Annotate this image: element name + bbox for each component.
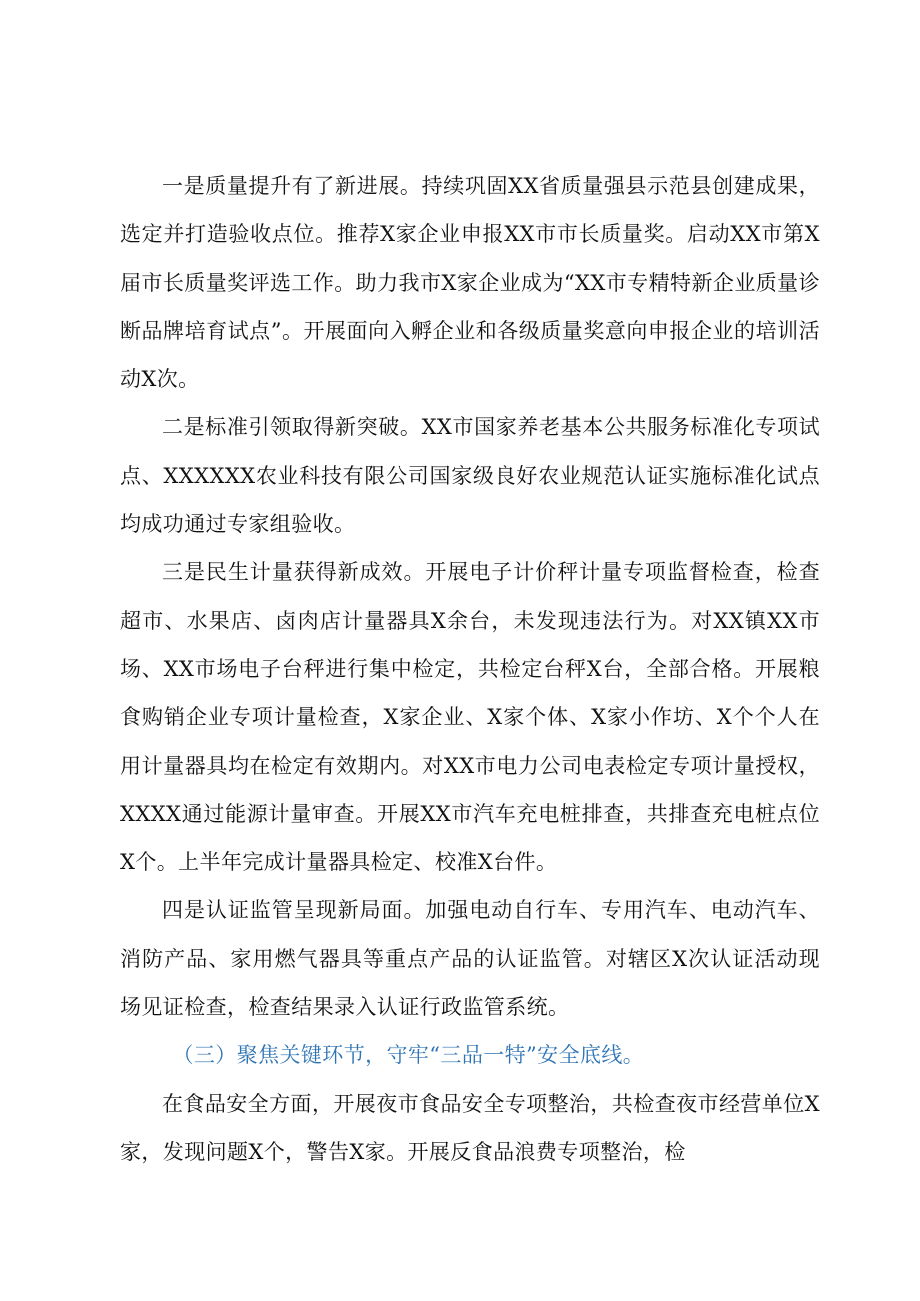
- paragraph-food-safety: 在食品安全方面，开展夜市食品安全专项整治，共检查夜市经营单位X家，发现问题X个，警告X家。开展反食品浪费专项整治，检: [120, 1091, 820, 1164]
- paragraph-metrology: 三是民生计量获得新成效。开展电子计价秤计量专项监督检查，检查超市、水果店、卤肉店计量器具X余台，未发现违法行为。对XX镇XX市场、XX市场电子台秤进行集中检定，共检定台秤X台，全部合格。开展粮食购销企业专项计量检查，X家企业、X家个体、X家小作坊、X个个人在用计量器具均在检定有效期内。对XX市电力公司电表检定专项计量授权，XXXX通过能源计量审查。开展XX市汽车充电桩排查，共排查充电桩点位X个。上半年完成计量器具检定、校准X台件。: [120, 560, 820, 875]
- paragraph-quality-improvement: 一是质量提升有了新进展。持续巩固XX省质量强县示范县创建成果，选定并打造验收点位。推荐X家企业申报XX市市长质量奖。启动XX市第X届市长质量奖评选工作。助力我市X家企业成为“XX市专精特新企业质量诊断品牌培育试点”。开展面向入孵企业和各级质量奖意向申报企业的培训活动X次。: [120, 174, 820, 392]
- paragraph-certification: 四是认证监管呈现新局面。加强电动自行车、专用汽车、电动汽车、消防产品、家用燃气器具等重点产品的认证监管。对辖区X次认证活动现场见证检查，检查结果录入认证行政监管系统。: [120, 898, 820, 1020]
- document-body: [120, 162, 820, 1176]
- section-heading: （三）聚焦关键环节，守牢“三品一特”安全底线。: [172, 1043, 645, 1068]
- paragraph-standards: 二是标准引领取得新突破。XX市国家养老基本公共服务标准化专项试点、XXXXXX农业科技有限公司国家级良好农业规范认证实施标准化试点均成功通过专家组验收。: [120, 415, 820, 537]
